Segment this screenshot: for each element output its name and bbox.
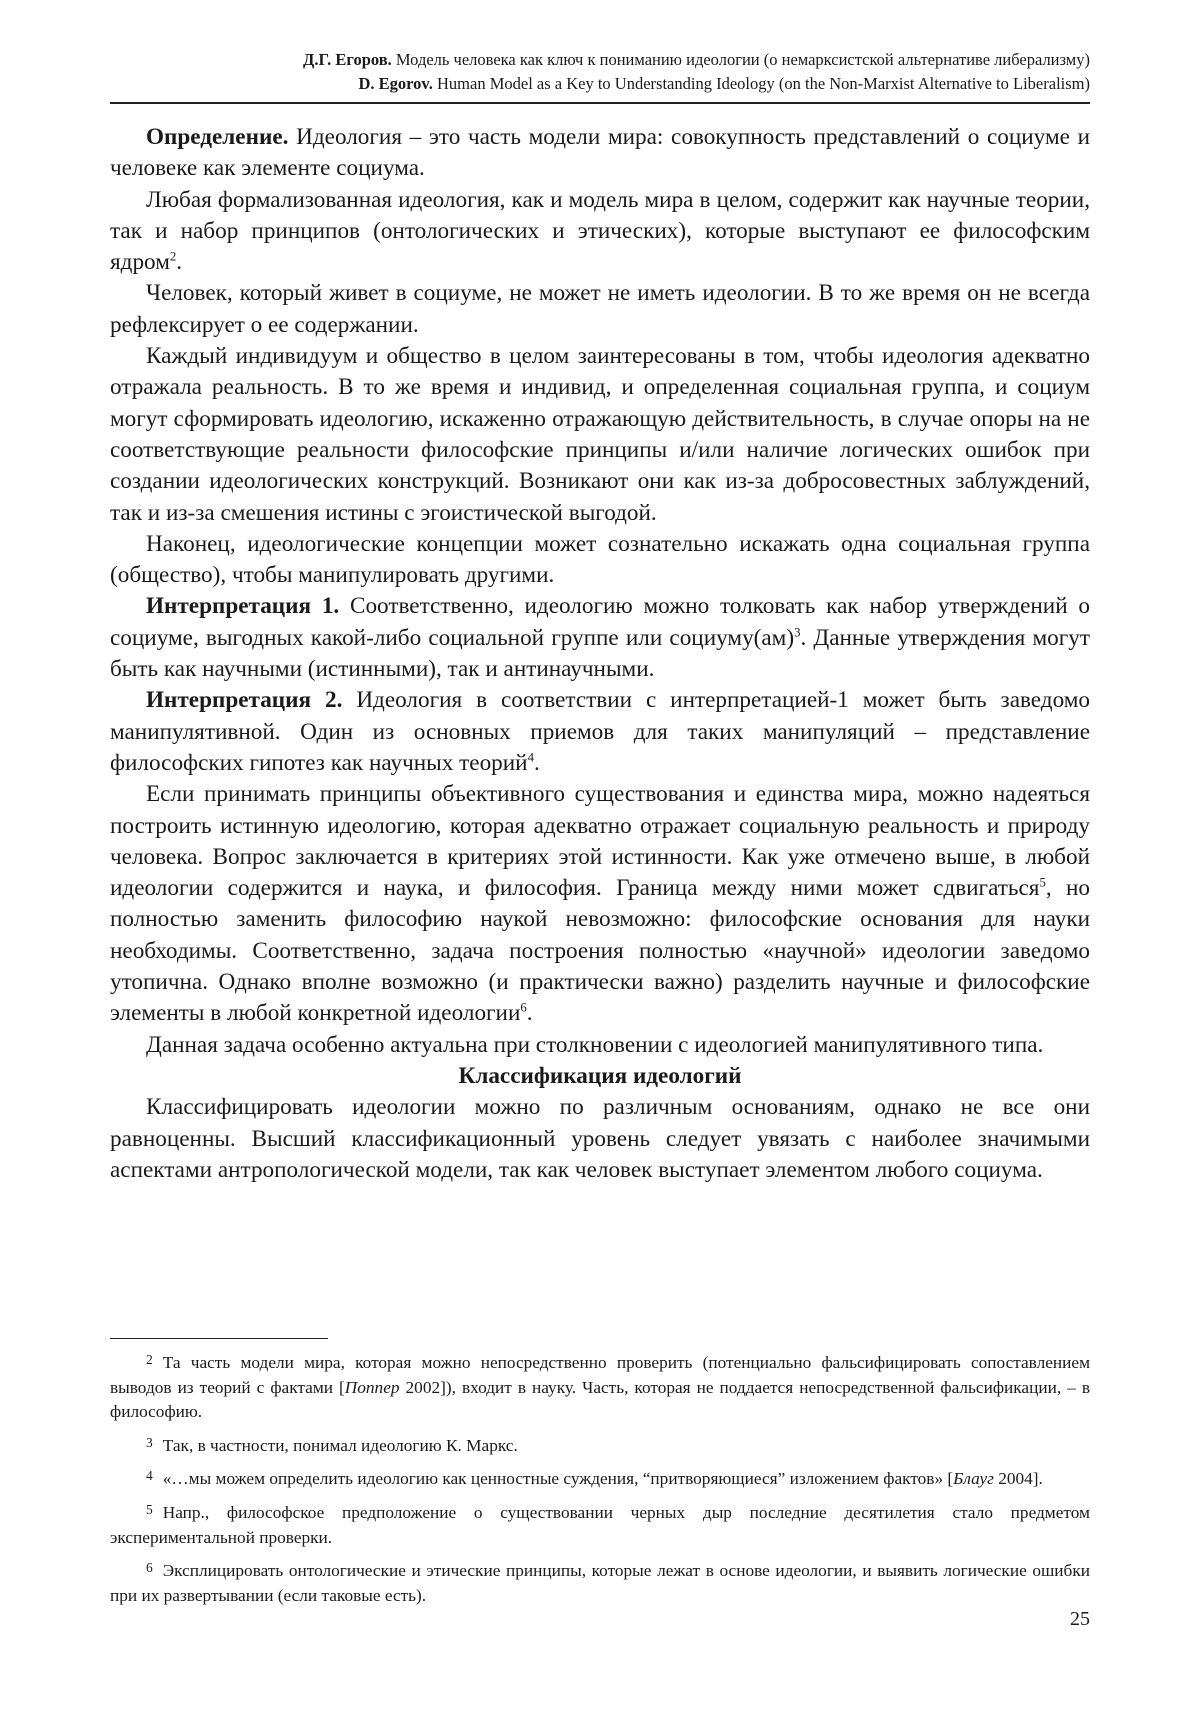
footnote-text: 2002]), входит в науку. Часть, которая не поддается непосредственной фальсификации, – в философию. [110,1377,1090,1422]
paragraph-text: Данная задача особенно актуальна при столкновении с идеологией манипулятивного типа. [146,1031,1044,1058]
term-interpretation-2: Интерпретация 2. [146,687,343,714]
article-body [110,122,1090,1186]
paragraph-text: Человек, который живет в социуме, не может не иметь идеологии. В то же время он не всегда рефлексирует о ее содержании. [110,280,1090,338]
citation-author: Поппер [344,1377,400,1397]
paragraph-text: Если принимать принципы объективного существования и единства мира, можно надеяться построить истинную идеологию, которая адекватно отражает социальную реальность и природу человека. Вопрос заключается в критериях этой истинности. Как уже отмечено выше, в любой идеологии содержится и наука, и философия. Граница между ними может сдвигаться [110,781,1090,902]
citation-author: Блауг [953,1469,994,1489]
header-ru-title: Модель человека как ключ к пониманию идеологии (о немарксистской альтернативе либерализму) [395,50,1090,69]
header-en-title: Human Model as a Key to Understanding Ideology (on the Non-Marxist Alternative to Liberalism) [437,74,1090,93]
paragraph-text: Наконец, идеологические концепции может сознательно искажать одна социальная группа (общество), чтобы манипулировать другими. [110,530,1090,589]
footnote-number: 3 [146,1434,153,1450]
paragraph-text: Классифицировать идеологии можно по различным основаниям, однако не все они равноценны. Высший классификационный уровень следует увязать с наиболее значимыми аспектами антропологической модели, так как человек выступает элементом любого социума. [110,1094,1090,1183]
footnote-3 [110,1431,1090,1459]
footnote-text: Напр., философское предположение о существовании черных дыр последние десятилетия стало предметом экспериментальной проверки. [110,1503,1090,1547]
paragraph [110,278,1090,341]
paragraph-text: Идеология – это часть модели мира: совокупность представлений о социуме и человеке как элементе социума. [110,124,1091,182]
paragraph-text: , но полностью заменить философию наукой невозможно: философские основания для науки необходимы. Соответственно, задача построения полностью «научной» идеологии заведомо утопична. Однако вполне возможно (и практически важно) разделить научные и философские элементы в любой конкретной идеологии [110,875,1090,1027]
footnote-ref-5[interactable]: 5 [1039,875,1046,890]
term-interpretation-1: Интерпретация 1. [146,593,340,620]
footnote-number: 6 [146,1560,153,1576]
header-ru-author: Д.Г. Егоров. [303,50,392,69]
paragraph-text: Соответственно, идеологию можно толковать как набор утверждений о социуме, выгодных какой-либо социальной группе или социуму(ам) [110,593,1090,651]
header-ru [110,48,1090,72]
paragraph-text: . [533,749,540,776]
footnote-ref-2[interactable]: 2 [169,249,177,264]
paragraph [110,1092,1090,1186]
paragraph-interpretation-2 [110,685,1090,779]
footnotes [110,1348,1090,1615]
paragraph [110,341,1090,529]
footnote-ref-3[interactable]: 3 [794,625,801,640]
paragraph-text: . [176,249,183,276]
term-definition: Определение. [146,124,289,150]
paragraph-text: . Данные утверждения могут быть как научными (истинными), так и антинаучными. [110,624,1090,683]
footnote-divider [110,1338,328,1339]
footnote-text: «…мы можем определить идеологию как ценностные суждения, “притворяющиеся” изложением фактов» [ [162,1469,954,1489]
footnote-text: Та часть модели мира, которая можно непосредственно проверить (потенциально фальсифицировать сопоставлением выводов из теорий с фактами [ [110,1353,1090,1397]
footnote-5 [110,1498,1090,1550]
paragraph-interpretation-1 [110,591,1090,685]
paragraph-text: . [526,1000,533,1027]
footnote-text: Так, в частности, понимал идеологию К. Маркс. [162,1435,518,1455]
footnote-text: 2004]. [993,1469,1043,1489]
footnote-number: 2 [146,1352,153,1367]
page-number: 25 [1070,1608,1090,1630]
paragraph [110,779,1090,1029]
running-header [110,48,1090,104]
paragraph-text: Любая формализованная идеология, как и модель мира в целом, содержит как научные теории, так и набор принципов (онтологических и этических), которые выступают ее философским ядром [110,186,1090,276]
footnote-number: 4 [146,1468,153,1484]
footnote-ref-4[interactable]: 4 [527,750,534,765]
footnote-text: Эксплицировать онтологические и этические принципы, которые лежат в основе идеологии, и выявить логические ошибки при их развертывании (если таковые есть). [110,1561,1090,1605]
paragraph [110,185,1090,279]
paragraph [110,529,1090,592]
paragraph-definition [110,122,1090,185]
footnote-6 [110,1556,1090,1608]
paragraph-text: Идеология в соответствии с интерпретацией-1 может быть заведомо манипулятивной. Один из основных приемов для таких манипуляций – представление философских гипотез как научных теорий [110,687,1090,776]
footnote-2 [110,1348,1090,1425]
paragraph [110,1030,1090,1061]
paragraph-text: Каждый индивидуум и общество в целом заинтересованы в том, чтобы идеология адекватно отражала реальность. В то же время и индивид, и определенная социальная группа, и социум могут сформировать идеологию, искаженно отражающую действительность, в случае опоры на не соответствующие реальности философские принципы и/или наличие логических ошибок при создании идеологических конструкций. Возникают они как из-за добросовестных заблуждений, так и из-за смешения истины с эгоистической выгодой. [110,343,1090,526]
header-en-author: D. Egorov. [358,74,433,93]
footnote-number: 5 [146,1502,153,1518]
section-heading: Классификация идеологий [458,1062,742,1089]
footnote-ref-6[interactable]: 6 [520,1000,527,1015]
footnote-4 [110,1464,1090,1492]
header-en [110,72,1090,96]
